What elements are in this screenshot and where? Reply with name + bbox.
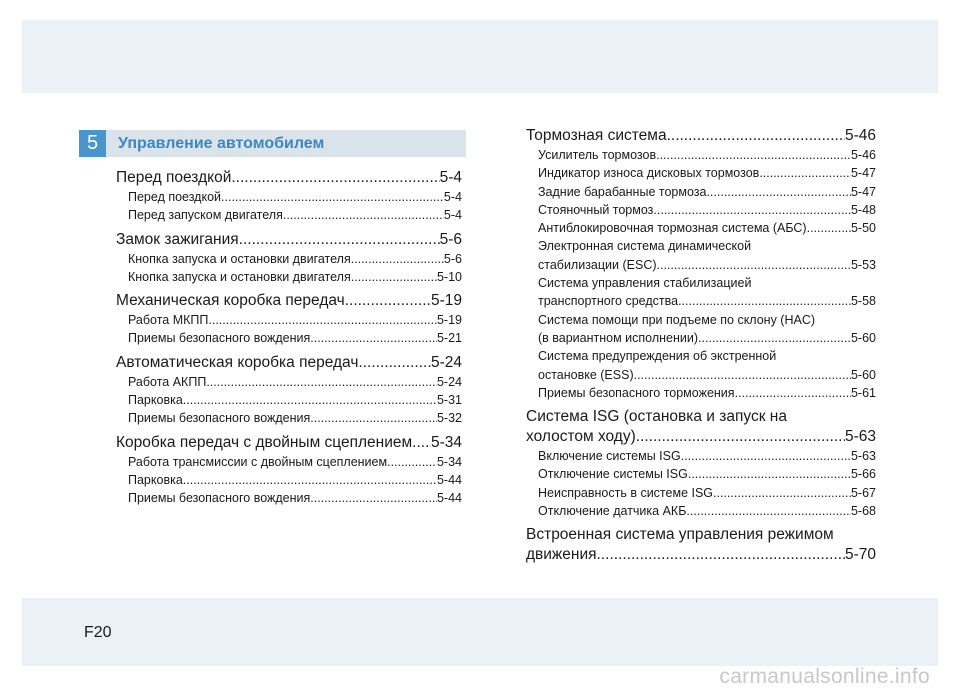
toc-page: 5-63 <box>844 428 876 446</box>
toc-page: 5-24 <box>430 353 462 371</box>
toc-title: Перед запуском двигателя <box>128 208 283 223</box>
toc-page: 5-4 <box>443 208 462 223</box>
toc-item[interactable] <box>526 502 876 520</box>
toc-item-line[interactable]: Электронная система динамической <box>538 239 752 254</box>
toc-page: 5-46 <box>844 127 876 144</box>
toc-page: 5-4 <box>443 190 462 204</box>
toc-item[interactable] <box>116 250 462 268</box>
toc-item[interactable] <box>526 484 876 502</box>
toc-item[interactable] <box>116 391 462 409</box>
toc-section-dct[interactable] <box>116 433 462 453</box>
toc-item-line[interactable]: Система помощи при подъеме по склону (HAC) <box>538 312 816 327</box>
toc-title: Приемы безопасного вождения <box>128 491 311 506</box>
toc-title: Приемы безопасного вождения <box>128 331 311 346</box>
toc-title: Перед поездкой <box>116 169 232 186</box>
toc-title: Парковка <box>128 393 183 408</box>
toc-page: 5-21 <box>436 331 462 346</box>
toc-page: 5-10 <box>436 269 462 284</box>
toc-section-line[interactable]: Встроенная система управления режимом <box>526 526 834 544</box>
toc-item-line[interactable]: Система управления стабилизацией <box>538 276 752 291</box>
toc-title: Перед поездкой <box>128 190 222 204</box>
toc-page: 5-44 <box>436 472 462 487</box>
toc-page: 5-47 <box>850 184 876 199</box>
toc-item[interactable] <box>526 201 876 219</box>
toc-title: Работа АКПП <box>128 374 207 389</box>
toc-item[interactable] <box>116 268 462 286</box>
toc-page: 5-63 <box>850 449 876 464</box>
toc-page: 5-48 <box>850 202 876 217</box>
toc-title: транспортного средства <box>538 294 679 309</box>
toc-item[interactable] <box>116 206 462 224</box>
toc-page: 5-50 <box>850 221 876 236</box>
toc-page: 5-19 <box>436 313 462 328</box>
toc-title: Неисправность в системе ISG <box>538 485 714 500</box>
toc-section-automatic-transmission[interactable] <box>116 353 462 373</box>
page-number: F20 <box>84 624 112 641</box>
toc-item[interactable] <box>526 384 876 402</box>
toc-page: 5-34 <box>430 433 462 451</box>
toc-title: Антиблокировочная тормозная система (АБС) <box>538 221 807 236</box>
toc-title: Работа МКПП <box>128 313 209 328</box>
toc-item[interactable] <box>116 453 462 471</box>
toc-title: Приемы безопасного вождения <box>128 411 311 426</box>
toc-item[interactable] <box>526 366 876 384</box>
toc-right-column <box>526 126 876 565</box>
toc-item[interactable] <box>526 292 876 310</box>
toc-title: Отключение датчика АКБ <box>538 504 687 519</box>
toc-page: 5-68 <box>850 504 876 519</box>
toc-item[interactable] <box>526 329 876 347</box>
chapter-title: Управление автомобилем <box>118 135 325 152</box>
toc-item[interactable] <box>116 311 462 329</box>
toc-page: 5-6 <box>439 230 462 248</box>
toc-title: (в вариантном исполнении) <box>538 330 699 345</box>
toc-title: Парковка <box>128 472 183 487</box>
toc-title: остановке (ESS) <box>538 367 634 382</box>
toc-item-line[interactable]: Система предупреждения об экстренной <box>538 349 777 364</box>
toc-title: Отключение системы ISG <box>538 467 688 482</box>
toc-item[interactable] <box>526 256 876 274</box>
toc-section-drive-mode[interactable] <box>526 545 876 565</box>
toc-title: Кнопка запуска и остановки двигателя <box>128 269 351 284</box>
toc-page: 5-24 <box>436 374 462 389</box>
toc-section-manual-transmission[interactable] <box>116 291 462 311</box>
toc-page: 5-31 <box>436 393 462 408</box>
toc-item[interactable] <box>116 471 462 489</box>
chapter-header <box>79 130 466 157</box>
toc-page: 5-32 <box>436 411 462 426</box>
toc-section-ignition[interactable] <box>116 230 462 250</box>
toc-item[interactable] <box>526 146 876 164</box>
toc-item[interactable] <box>526 219 876 237</box>
toc-item[interactable] <box>116 329 462 347</box>
toc-title: Кнопка запуска и остановки двигателя <box>128 251 351 266</box>
toc-title: Механическая коробка передач <box>116 292 345 310</box>
toc-title: Коробка передач с двойным сцеплением <box>116 433 413 451</box>
toc-page: 5-19 <box>430 292 462 310</box>
toc-item[interactable] <box>116 188 462 206</box>
toc-item[interactable] <box>116 409 462 427</box>
toc-title: движения <box>526 546 597 564</box>
toc-title: Индикатор износа дисковых тормозов <box>538 166 760 181</box>
toc-section-isg[interactable] <box>526 427 876 447</box>
toc-title: Включение системы ISG <box>538 449 681 464</box>
toc-page: 5-46 <box>850 148 876 162</box>
toc-title: холостом ходу) <box>526 428 636 446</box>
toc-section-line[interactable]: Система ISG (остановка и запуск на <box>526 408 787 426</box>
toc-page: 5-58 <box>850 294 876 309</box>
toc-page: 5-53 <box>850 257 876 272</box>
toc-page: 5-34 <box>436 454 462 469</box>
toc-section-before-driving[interactable] <box>116 168 462 188</box>
toc-title: Тормозная система <box>526 127 667 144</box>
toc-page: 5-61 <box>850 385 876 400</box>
toc-page: 5-44 <box>436 491 462 506</box>
toc-title: Задние барабанные тормоза <box>538 184 707 199</box>
toc-page: 5-60 <box>850 367 876 382</box>
toc-page: 5-70 <box>844 546 876 564</box>
toc-item[interactable] <box>116 373 462 391</box>
toc-page: 5-4 <box>439 169 462 186</box>
toc-title: Стояночный тормоз <box>538 202 654 217</box>
toc-page: 5-60 <box>850 330 876 345</box>
toc-item[interactable] <box>526 465 876 483</box>
toc-item[interactable] <box>526 183 876 201</box>
toc-item[interactable] <box>526 164 876 182</box>
toc-item[interactable] <box>116 489 462 507</box>
header-band <box>22 20 938 93</box>
footer-band <box>22 598 938 666</box>
toc-item[interactable] <box>526 447 876 465</box>
watermark: carmanualsonline.info <box>719 665 930 688</box>
toc-page: 5-6 <box>443 251 462 266</box>
toc-title: стабилизации (ESC) <box>538 257 657 272</box>
toc-title: Работа трансмиссии с двойным сцеплением <box>128 454 388 469</box>
toc-title: Приемы безопасного торможения <box>538 385 735 400</box>
toc-title: Замок зажигания <box>116 230 239 248</box>
toc-page: 5-66 <box>850 467 876 482</box>
toc-page: 5-67 <box>850 485 876 500</box>
chapter-number: 5 <box>79 130 106 157</box>
toc-title: Усилитель тормозов <box>538 148 657 162</box>
toc-page: 5-47 <box>850 166 876 181</box>
toc-left-column <box>116 168 462 508</box>
toc-section-brake-system[interactable] <box>526 126 876 146</box>
toc-title: Автоматическая коробка передач <box>116 353 359 371</box>
